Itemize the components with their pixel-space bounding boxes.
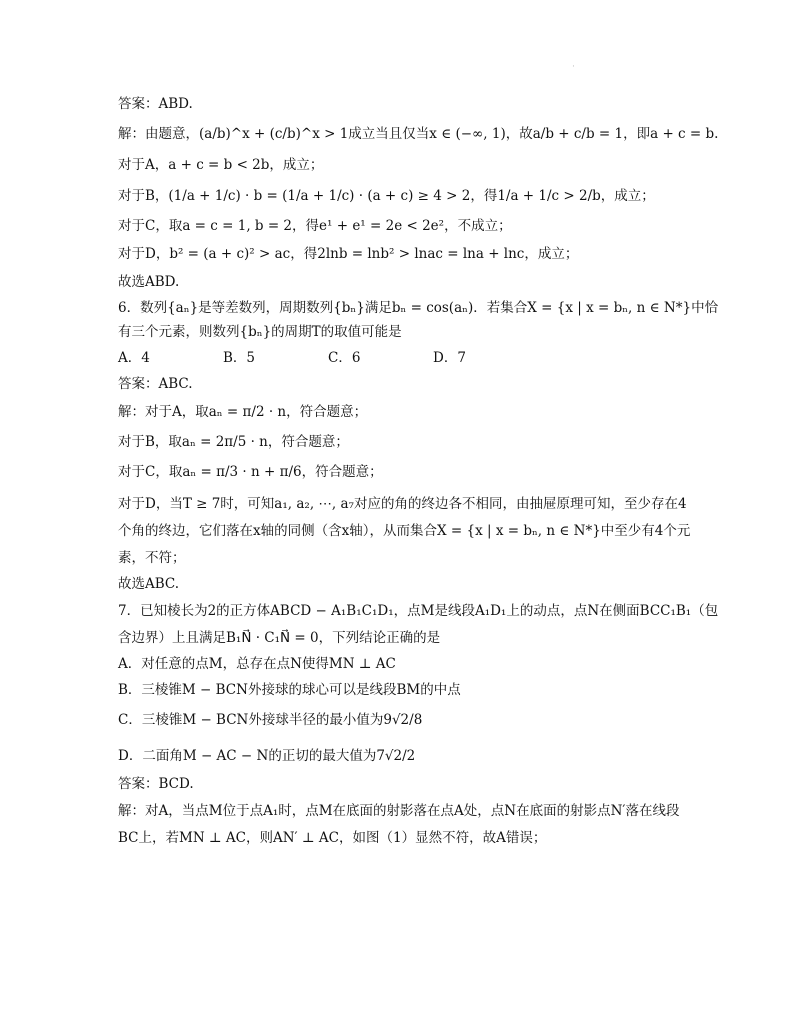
question-6-options [118, 348, 678, 368]
solution-line: 解：由题意，(a/b)^x + (c/b)^x > 1成立当且仅当x ∈ (−∞, 1)，故a/b + c/b = 1，即a + c = b. [118, 126, 719, 142]
solution-7-line: 解：对A，当点M位于点A₁时，点M在底面的射影落在点A处，点N在底面的射影点N′落在线段 [118, 803, 680, 819]
question-7-option-d: D．二面角M − AC − N的正切的最大值为7√2/2 [118, 748, 416, 764]
answer-line-6: 答案：ABC. [118, 376, 193, 392]
case-b-line: 对于B，(1/a + 1/c) · b = (1/a + 1/c) · (a + c) ≥ 4 > 2，得1/a + 1/c > 2/b，成立； [118, 188, 655, 204]
case-d-line: 对于D，b² = (a + c)² > ac，得2lnb = lnb² > lnac = lna + lnc，成立； [118, 246, 579, 262]
question-7-option-c: C．三棱锥M − BCN外接球半径的最小值为9√2/8 [118, 712, 423, 728]
option-a: A．4 [118, 350, 150, 366]
solution-6-a: 解：对于A，取aₙ = π/2 · n，符合题意； [118, 404, 368, 420]
conclusion-6: 故选ABC. [118, 576, 180, 592]
question-6-line: 6．数列{aₙ}是等差数列，周期数列{bₙ}满足bₙ = cos(aₙ)．若集合X = {x | x = bₙ, n ∈ N*}中恰 [118, 300, 719, 316]
solution-6-d-2: 个角的终边，它们落在x轴的同侧（含x轴），从而集合X = {x | x = bₙ, n ∈ N*}中至少有4个元 [118, 523, 691, 539]
solution-6-d-3: 素，不符； [118, 550, 186, 566]
option-b: B．5 [223, 350, 256, 366]
case-a-line: 对于A，a + c = b < 2b，成立； [118, 157, 324, 173]
answer-line: 答案：ABD. [118, 96, 193, 112]
option-c: C．6 [328, 350, 361, 366]
corner-mark: · [572, 62, 575, 72]
question-7-option-a: A．对任意的点M，总存在点N使得MN ⊥ AC [118, 656, 396, 672]
conclusion-line: 故选ABD. [118, 274, 180, 290]
question-7-option-b: B．三棱锥M − BCN外接球的球心可以是线段BM的中点 [118, 682, 461, 698]
case-c-line: 对于C，取a = c = 1, b = 2，得e¹ + e¹ = 2e < 2e²，不成立； [118, 218, 512, 234]
question-7-line: 7．已知棱长为2的正方体ABCD − A₁B₁C₁D₁，点M是线段A₁D₁上的动点，点N在侧面BCC₁B₁（包 [118, 603, 719, 619]
solution-7-line-2: BC上，若MN ⊥ AC，则AN′ ⊥ AC，如图（1）显然不符，故A错误； [118, 830, 547, 846]
question-7-line-2: 含边界）上且满足B₁N⃗ · C₁N⃗ = 0，下列结论正确的是 [118, 630, 441, 646]
solution-6-d: 对于D，当T ≥ 7时，可知a₁, a₂, ⋯, a₇对应的角的终边各不相同，由抽屉原理可知，至少存在4 [118, 496, 687, 512]
answer-line-7: 答案：BCD. [118, 776, 194, 792]
solution-6-c: 对于C，取aₙ = π/3 · n + π/6，符合题意； [118, 464, 383, 480]
option-d: D．7 [433, 350, 466, 366]
solution-6-b: 对于B，取aₙ = 2π/5 · n，符合题意； [118, 434, 349, 450]
question-6-line-2: 有三个元素，则数列{bₙ}的周期T的取值可能是 [118, 324, 402, 340]
